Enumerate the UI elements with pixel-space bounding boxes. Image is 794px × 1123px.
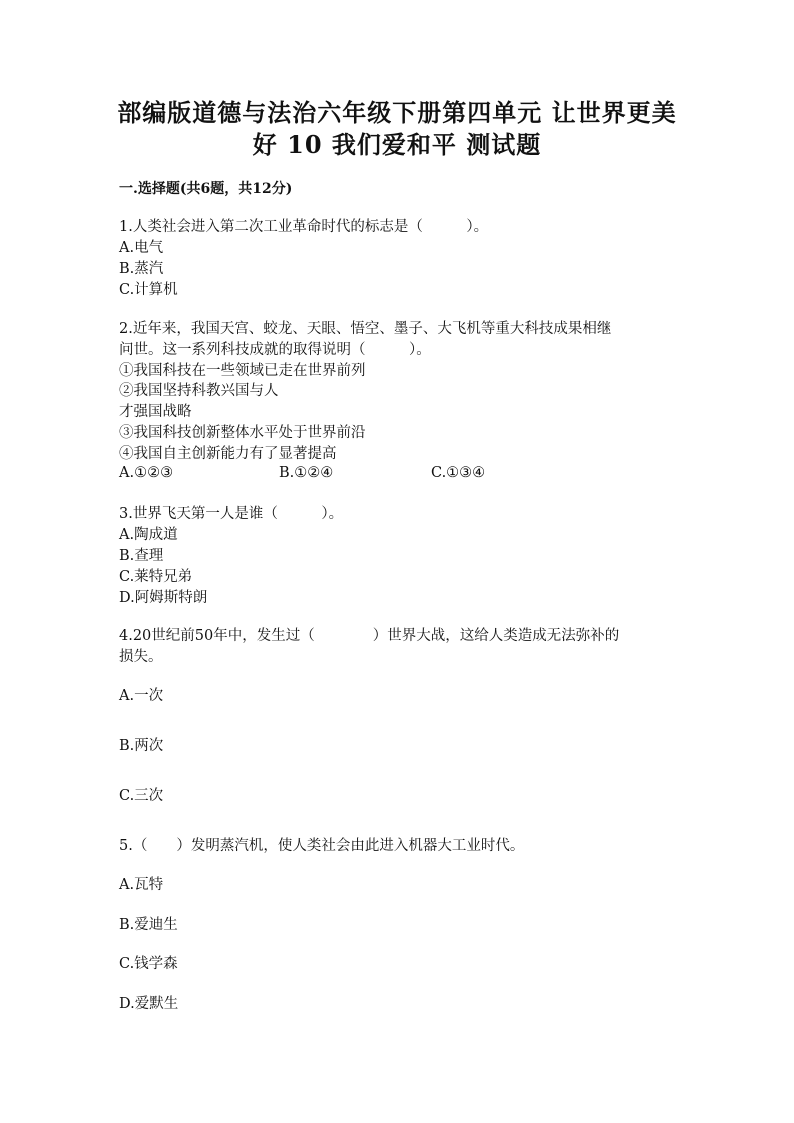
question-5-option-c: C.钱学森	[119, 956, 178, 972]
question-2-stem-line-1: 2.近年来，我国天宫、蛟龙、天眼、悟空、墨子、大飞机等重大科技成果相继	[119, 321, 612, 337]
question-3-option-d: D.阿姆斯特朗	[119, 590, 208, 606]
question-2-stem-line-2: 问世。这一系列科技成就的取得说明（ ）。	[119, 342, 431, 358]
question-5-stem: 5.（ ）发明蒸汽机，使人类社会由此进入机器大工业时代。	[119, 838, 525, 854]
question-3-option-a: A.陶成道	[119, 527, 178, 543]
question-2-statement-4: ④我国自主创新能力有了显著提高	[119, 446, 337, 462]
question-2-option-c: C.①③④	[431, 465, 486, 481]
question-2-statement-1: ①我国科技在一些领域已走在世界前列	[119, 363, 366, 379]
question-5-option-d: D.爱默生	[119, 996, 179, 1012]
document-title-line-1: 部编版道德与法治六年级下册第四单元 让世界更美	[117, 98, 677, 127]
question-2-statement-3: ③我国科技创新整体水平处于世界前沿	[119, 425, 366, 441]
question-1-option-a: A.电气	[119, 240, 164, 256]
question-4-option-b: B.两次	[119, 738, 164, 754]
question-3-option-c: C.莱特兄弟	[119, 569, 193, 585]
question-1-option-b: B.蒸汽	[119, 261, 164, 277]
question-2-statement-2-cont: 才强国战略	[119, 404, 192, 420]
question-3-stem: 3.世界飞天第一人是谁（ ）。	[119, 506, 344, 522]
question-2-option-a: A.①②③	[119, 465, 174, 481]
question-2-statement-2: ②我国坚持科教兴国与人	[119, 383, 279, 399]
document-title-line-2: 好 10 我们爱和平 测试题	[252, 130, 542, 159]
question-5-option-b: B.爱迪生	[119, 917, 178, 933]
question-4-stem-line-2: 损失。	[119, 649, 163, 665]
question-3-option-b: B.查理	[119, 548, 164, 564]
question-4-stem-line-1: 4.20世纪前50年中，发生过（ ）世界大战，这给人类造成无法弥补的	[119, 628, 620, 644]
question-1-stem: 1.人类社会进入第二次工业革命时代的标志是（ ）。	[119, 219, 489, 235]
question-4-option-c: C.三次	[119, 788, 164, 804]
question-2-option-b: B.①②④	[279, 465, 334, 481]
question-5-option-a: A.瓦特	[119, 877, 164, 893]
question-1-option-c: C.计算机	[119, 282, 178, 298]
question-4-option-a: A.一次	[119, 688, 164, 704]
section-heading: 一.选择题(共6题，共12分)	[119, 181, 293, 197]
